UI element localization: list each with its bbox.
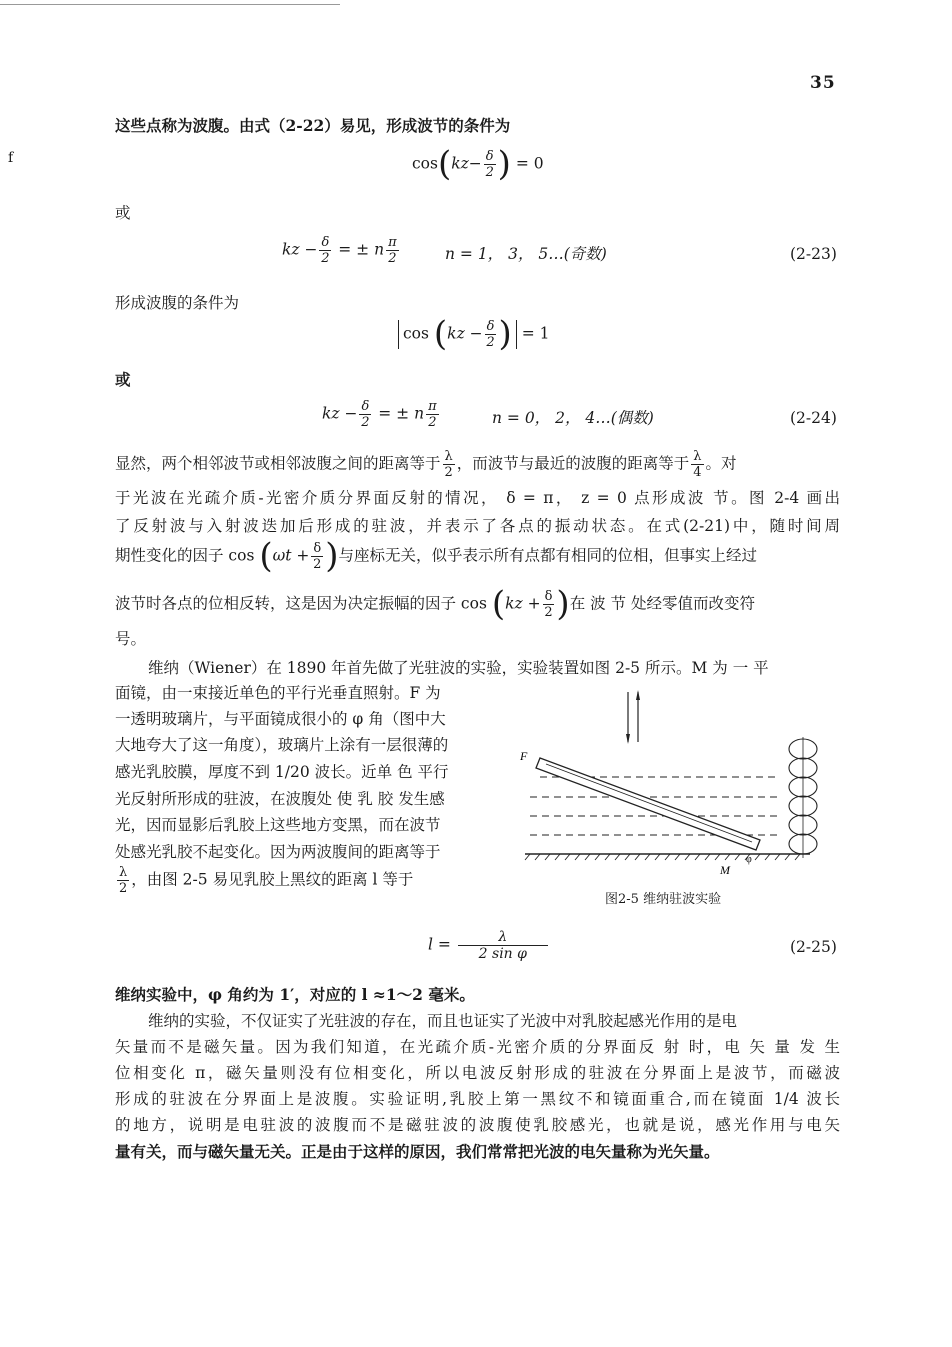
figure-caption: 图2-5 维纳驻波实验 <box>605 892 722 907</box>
text-line: 维纳实验中，φ 角约为 1′，对应的 l ≈1～2 毫米。 <box>115 985 475 1004</box>
text-line: 形成的驻波在分界面上是波腹。实验证明,乳胶上第一黑纹不和镜面重合,而在镜面 1/4 波长 <box>115 1090 840 1108</box>
text-line: 大地夸大了这一角度），玻璃片上涂有一层很薄的 <box>115 736 449 754</box>
text-line: $\frac{\lambda}{2}$ ，由图 2-5 易见乳胶上黑纹的距离 l 等于 <box>118 865 414 896</box>
text-line: 波节时各点的位相反转，这是因为决定振幅的因子 cos (kz + $\frac{\delta}{2}$ )在 波 节 处经零值而改变符 <box>115 583 755 624</box>
equation-node-condition: cos(kz− $\frac{\delta}{2}$ ) = 0 <box>412 143 544 184</box>
label-F: F <box>520 749 528 763</box>
label-phi: φ <box>746 854 752 865</box>
text-line: 这些点称为波腹。由式（2-22）易见，形成波节的条件为 <box>115 116 511 135</box>
eq-rhs: = 0 <box>515 154 544 173</box>
text-line: 维纳的实验，不仅证实了光驻波的存在，而且也证实了光波中对乳胶起感光作用的是电 <box>148 1012 738 1030</box>
text-line: 维纳（Wiener）在 1890 年首先做了光驻波的实验，实验装置如图 2-5 所示。M 为 一 平 <box>148 659 769 677</box>
equation-number: (2-23) <box>790 245 837 263</box>
text-line: 形成波腹的条件为 <box>115 294 240 312</box>
text-line: 矢量而不是磁矢量。因为我们知道，在光疏介质-光密介质的分界面反 射 时，电 矢 量 发 生 <box>115 1038 840 1056</box>
text-line: 的地方，说明是电驻波的波腹而不是磁驻波的波腹使乳胶感光，也就是说，感光作用与电矢 <box>115 1116 840 1134</box>
glass-plate <box>536 758 760 850</box>
eq-minus: − <box>468 154 482 173</box>
equation-2-25: l = $\frac{\lambda}{\text{2 sin φ}}$ <box>428 930 550 961</box>
equation-number: (2-24) <box>790 409 837 427</box>
text-line: 量有关，而与磁矢量无关。正是由于这样的原因，我们常常把光波的电矢量称为光矢量。 <box>115 1142 720 1161</box>
margin-mark: f <box>8 150 14 166</box>
text-or: 或 <box>115 370 131 389</box>
wiener-experiment-figure <box>510 682 850 877</box>
text-line: 光反射所形成的驻波，在波腹处 使 乳 胶 发生感 <box>115 790 445 808</box>
text-line: 于光波在光疏介质-光密介质分界面反射的情况， δ = π， z = 0 点形成波 节。图 2-4 画出 <box>115 489 840 507</box>
eq-fraction: $\frac{\delta}{2}$ <box>485 149 494 180</box>
equation-2-24: kz − $\frac{\delta}{2}$ = ± n $\frac{\pi}{2}$ <box>322 399 437 430</box>
text-line: 感光乳胶膜，厚度不到 1/20 波长。近单 色 平行 <box>115 763 449 781</box>
equation-number: (2-25) <box>790 938 837 956</box>
text-line: 了反射波与入射波迭加后形成的驻波，并表示了各点的振动状态。在式(2-21)中，随时间周 <box>115 517 840 535</box>
text-line: 号。 <box>115 630 147 648</box>
label-M: M <box>720 863 730 877</box>
text-line: 位相变化 π，磁矢量则没有位相变化，所以电波反射形成的驻波在分界面上是波节，而磁波 <box>115 1064 840 1082</box>
equation-2-24-condition: n = 0， 2， 4…(偶数) <box>492 409 654 427</box>
text-or: 或 <box>115 204 131 222</box>
scan-top-line <box>0 4 340 5</box>
text-line: 光，因而显影后乳胶上这些地方变黑，而在波节 <box>115 816 441 834</box>
eq-term: kz <box>451 154 469 173</box>
text-line: 期性变化的因子 cos (ωt + $\frac{\delta}{2}$ )与座标无关，似乎表示所有点都有相同的位相，但事实上经过 <box>115 535 758 576</box>
text-line: 一透明玻璃片，与平面镜成很小的 φ 角（图中大 <box>115 710 446 728</box>
text-line: 面镜，由一束接近单色的平行光垂直照射。F 为 <box>115 684 441 702</box>
equation-2-23-condition: n = 1， 3， 5…(奇数) <box>445 245 607 263</box>
eq-cos: cos <box>412 154 438 173</box>
mirror-hatching <box>525 854 800 860</box>
text-line: 处感光乳胶不起变化。因为两波腹间的距离等于 <box>115 843 441 861</box>
equation-antinode-condition: cos (kz − $\frac{\delta}{2}$ ) = 1 <box>398 320 549 349</box>
page-number: 35 <box>810 73 836 93</box>
text-line: 显然，两个相邻波节或相邻波腹之间的距离等于 $\frac{\lambda}{2}$ ，而波节与最近的波腹的距离等于 $\frac{\lambda}{4}$ 。对 <box>115 449 737 480</box>
equation-2-23: kz − $\frac{\delta}{2}$ = ± n $\frac{\pi}{2}$ <box>282 235 397 266</box>
